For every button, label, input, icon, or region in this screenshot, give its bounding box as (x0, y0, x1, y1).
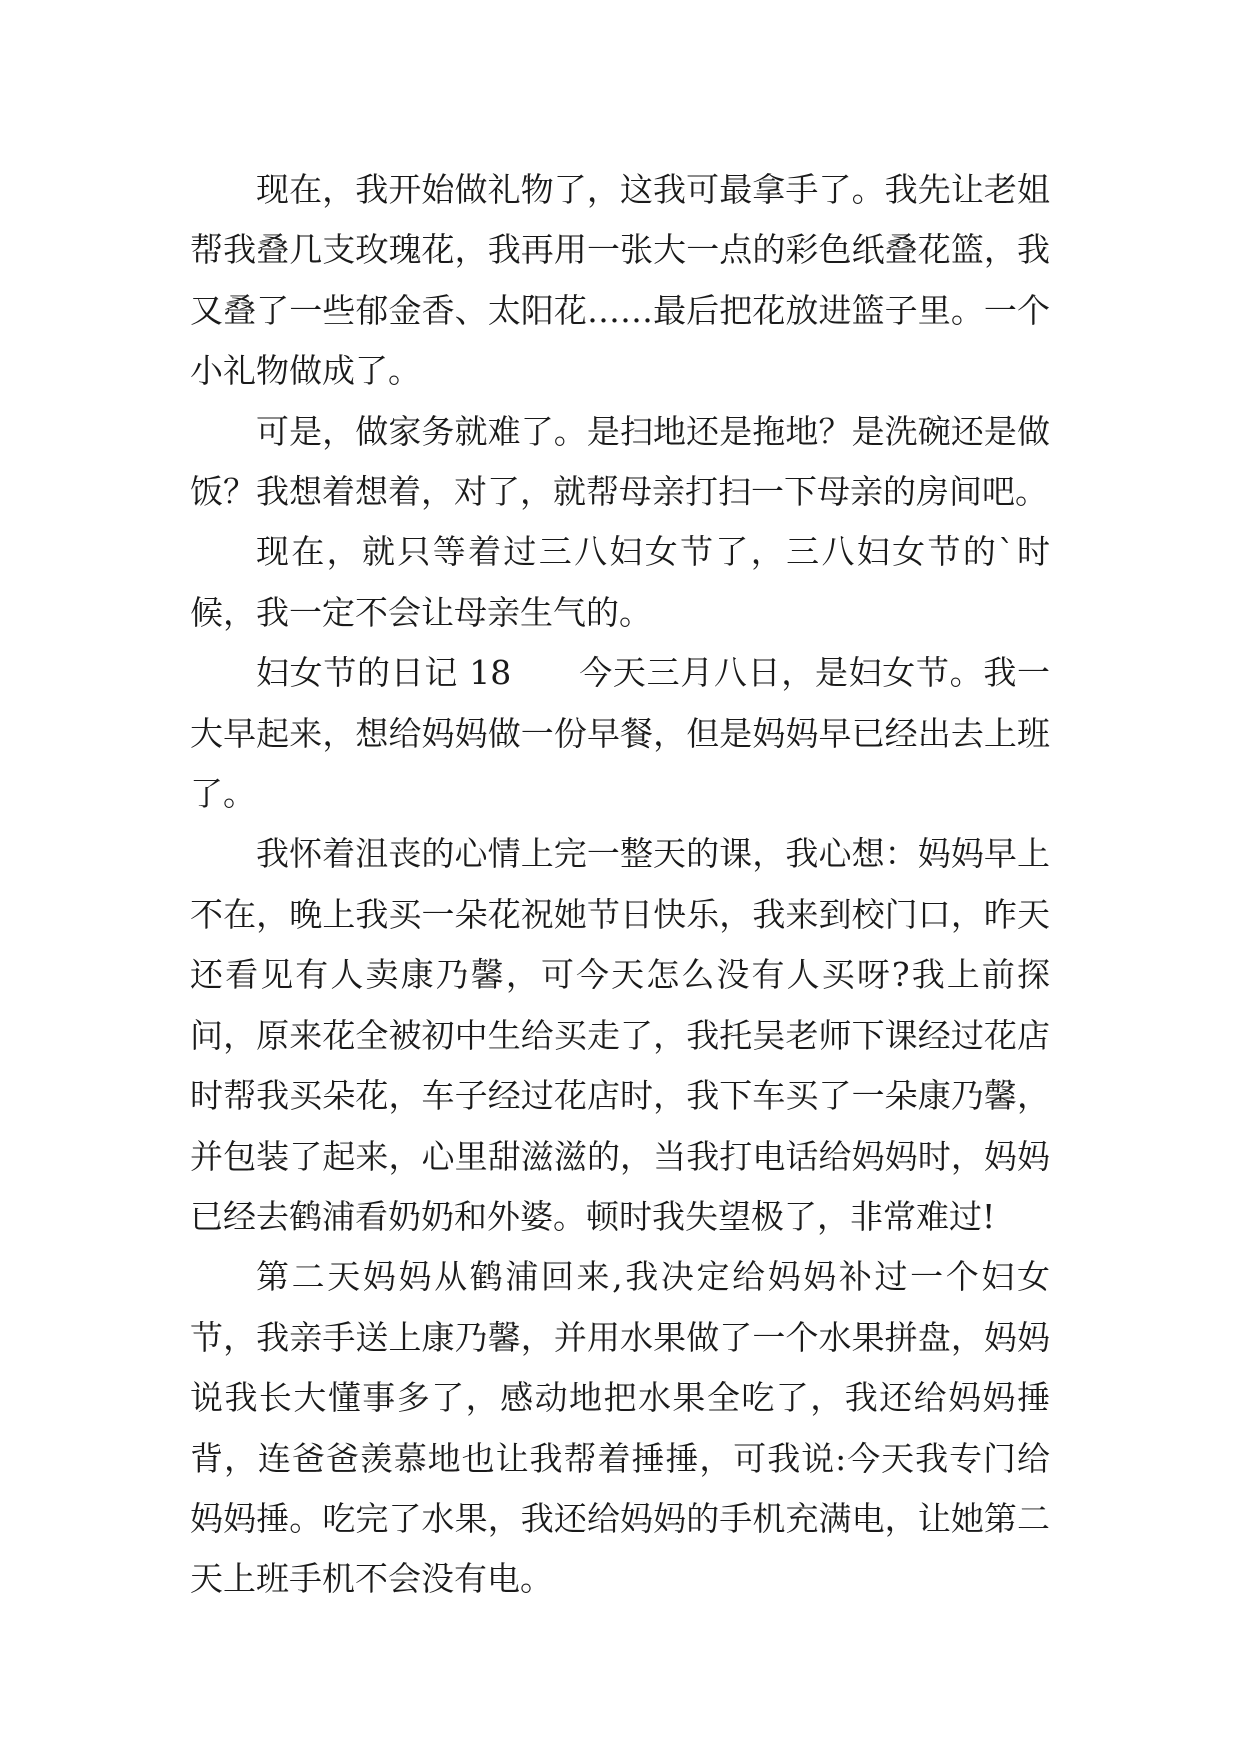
paragraph-buying-flowers: 我怀着沮丧的心情上完一整天的课，我心想：妈妈早上不在，晚上我买一朵花祝她节日快乐，我来到校门口，昨天还看见有人卖康乃馨，可今天怎么没有人买呀?我上前探问，原来花全被初中生给买走了，我托吴老师下课经过花店时帮我买朵花，车子经过花店时，我下车买了一朵康乃馨，并包装了起来，心里甜滋滋的，当我打电话给妈妈时，妈妈已经去鹤浦看奶奶和外婆。顿时我失望极了，非常难过! (190, 834, 1050, 1236)
paragraph-waiting: 现在，就只等着过三八妇女节了，三八妇女节的`时候，我一定不会让母亲生气的。 (190, 532, 1050, 632)
paragraph-gift-making: 现在，我开始做礼物了，这我可最拿手了。我先让老姐帮我叠几支玫瑰花，我再用一张大一点的彩色纸叠花篮，我又叠了一些郁金香、太阳花……最后把花放进篮子里。一个小礼物做成了。 (190, 170, 1050, 391)
paragraph-diary-18-intro: 妇女节的日记 18 今天三月八日，是妇女节。我一大早起来，想给妈妈做一份早餐，但是妈妈早已经出去上班了。 (190, 653, 1050, 814)
document-body (190, 160, 1050, 1610)
paragraph-housework: 可是，做家务就难了。是扫地还是拖地？是洗碗还是做饭？我想着想着，对了，就帮母亲打扫一下母亲的房间吧。 (190, 411, 1050, 512)
paragraph-next-day: 第二天妈妈从鹤浦回来,我决定给妈妈补过一个妇女节，我亲手送上康乃馨，并用水果做了一个水果拼盘，妈妈说我长大懂事多了，感动地把水果全吃了，我还给妈妈捶背，连爸爸羡慕地也让我帮着捶捶，可我说:今天我专门给妈妈捶。吃完了水果，我还给妈妈的手机充满电，让她第二天上班手机不会没有电。 (190, 1257, 1050, 1599)
